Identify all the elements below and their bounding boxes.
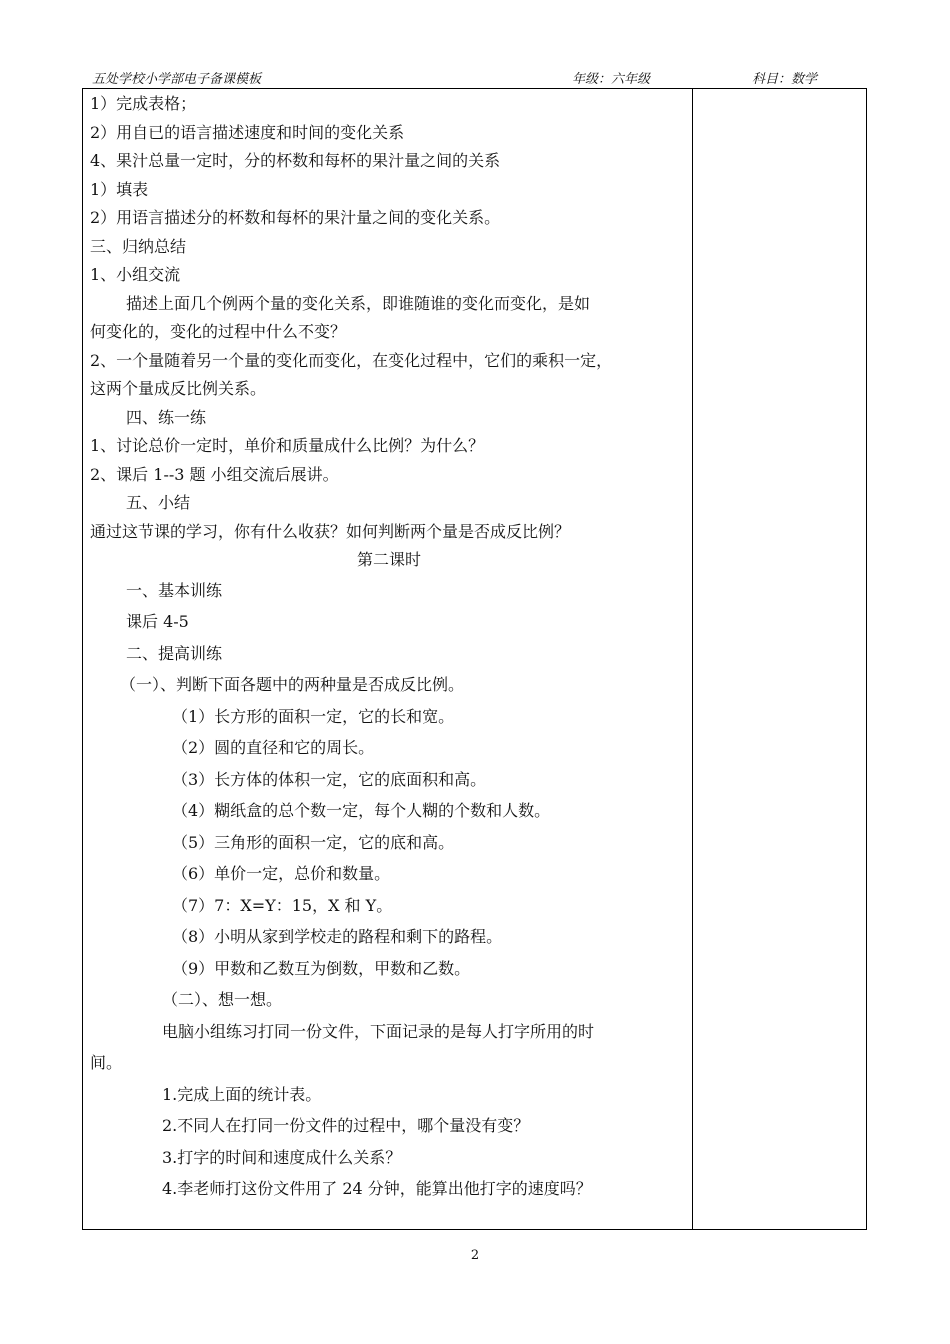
question-item: 2.不同人在打同一份文件的过程中，哪个量没有变？ xyxy=(162,1116,530,1135)
text-line: 这两个量成反比例关系。 xyxy=(90,379,267,398)
text-line: 1、小组交流 xyxy=(90,265,181,284)
subject-label: 科目：数学 xyxy=(752,72,818,87)
question-item: （1）长方形的面积一定，它的长和宽。 xyxy=(172,706,455,726)
page-header xyxy=(82,64,867,88)
section-heading: 四、练一练 xyxy=(126,407,207,427)
text-line: 4、果汁总量一定时，分的杯数和每杯的果汁量之间的关系 xyxy=(90,151,501,170)
text-line: 何变化的，变化的过程中什么不变？ xyxy=(90,322,347,341)
section-heading: （二）、想一想。 xyxy=(162,990,283,1009)
text-line: 间。 xyxy=(90,1053,123,1072)
text-line: 1）填表 xyxy=(90,179,149,199)
grade-label: 年级：六年级 xyxy=(572,72,651,87)
question-item: （3）长方体的体积一定，它的底面积和高。 xyxy=(172,769,487,789)
question-item: （9）甲数和乙数互为倒数，甲数和乙数。 xyxy=(172,958,471,978)
text-line: 2、一个量随着另一个量的变化而变化，在变化过程中，它们的乘积一定， xyxy=(90,350,613,370)
section-heading: 一、基本训练 xyxy=(126,580,223,600)
question-item: 3.打字的时间和速度成什么关系？ xyxy=(162,1147,402,1167)
school-name: 五处学校小学部电子备课模板 xyxy=(92,72,262,87)
question-item: 1.完成上面的统计表。 xyxy=(162,1084,322,1104)
text-line: 2、课后 1--3 题 小组交流后展讲。 xyxy=(90,464,339,484)
lesson2-title: 第二课时 xyxy=(356,550,421,569)
question-item: （6）单价一定，总价和数量。 xyxy=(172,864,391,883)
text-line: （一）、判断下面各题中的两种量是否成反比例。 xyxy=(120,675,465,694)
text-line: 电脑小组练习打同一份文件，下面记录的是每人打字所用的时 xyxy=(162,1021,595,1041)
question-item: （4）糊纸盒的总个数一定，每个人糊的个数和人数。 xyxy=(172,801,551,820)
lesson-content xyxy=(90,90,688,1205)
section-heading: 二、提高训练 xyxy=(126,643,223,663)
column-divider xyxy=(692,88,693,1230)
question-item: （5）三角形的面积一定，它的底和高。 xyxy=(172,832,455,852)
question-item: （7）7：X=Y：15，X 和 Y。 xyxy=(172,895,393,915)
question-item: 4.李老师打这份文件用了 24 分钟，能算出他打字的速度吗？ xyxy=(162,1179,592,1198)
text-line: 2）用语言描述分的杯数和每杯的果汁量之间的变化关系。 xyxy=(90,208,501,227)
question-item: （2）圆的直径和它的周长。 xyxy=(172,738,375,757)
text-line: 1、讨论总价一定时，单价和质量成什么比例？为什么？ xyxy=(90,436,485,455)
text-line: 1）完成表格； xyxy=(90,94,197,113)
question-item: （8）小明从家到学校走的路程和剩下的路程。 xyxy=(172,927,503,946)
page-number: 2 xyxy=(470,1248,480,1263)
text-line: 描述上面几个例两个量的变化关系，即谁随谁的变化而变化，是如 xyxy=(126,293,591,313)
text-line: 课后 4-5 xyxy=(126,612,189,631)
section-heading: 三、归纳总结 xyxy=(90,236,187,256)
text-line: 2）用自已的语言描述速度和时间的变化关系 xyxy=(90,122,405,142)
text-line: 通过这节课的学习，你有什么收获？如何判断两个量是否成反比例？ xyxy=(90,521,571,541)
section-heading: 五、小结 xyxy=(126,493,191,512)
